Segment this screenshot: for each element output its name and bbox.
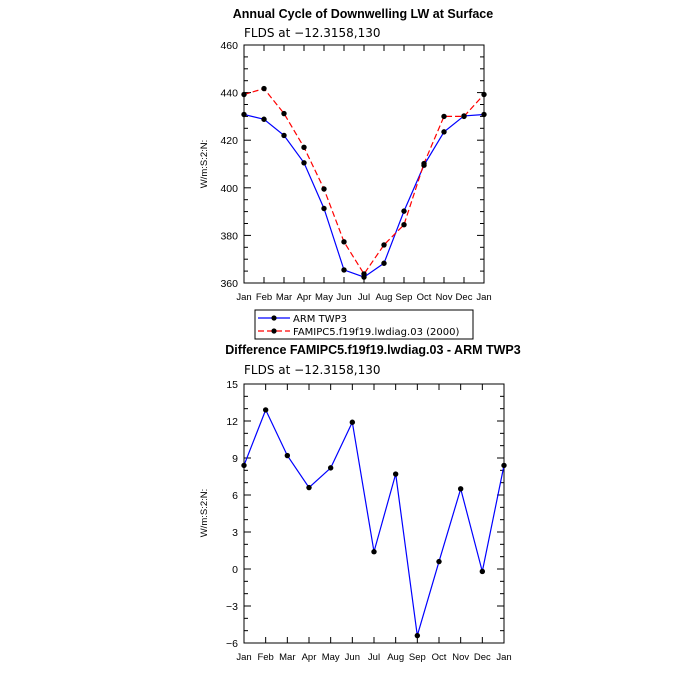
axes (220, 40, 491, 303)
data-point (381, 261, 386, 266)
y-tick-label: 420 (220, 135, 238, 148)
data-point (401, 222, 406, 227)
plot-frame (244, 384, 504, 643)
x-tick-label: Feb (255, 292, 273, 303)
x-tick-label: Apr (296, 292, 312, 303)
x-tick-label: Dec (473, 652, 491, 663)
y-tick-label: 6 (232, 490, 238, 502)
series-line (244, 115, 484, 278)
y-tick-label: 9 (232, 453, 238, 465)
data-point (285, 453, 290, 458)
data-point (501, 463, 506, 468)
data-point (321, 186, 326, 191)
x-tick-label: Aug (375, 292, 393, 303)
y-tick-label: −3 (226, 601, 238, 613)
y-tick-label: 12 (226, 416, 238, 428)
data-point (341, 239, 346, 244)
x-tick-label: Jul (367, 652, 381, 663)
data-point (281, 133, 286, 138)
data-point (441, 114, 446, 119)
y-axis-label: W/m:S:2:N: (199, 488, 210, 538)
data-point (241, 92, 246, 97)
data-point (371, 549, 376, 554)
data-point (393, 471, 398, 476)
x-tick-label: Mar (279, 652, 296, 663)
chart-subtitle: FLDS at −12.3158,130 (244, 26, 381, 40)
data-point (241, 112, 246, 117)
y-tick-label: 360 (220, 278, 238, 290)
x-tick-label: Jun (344, 652, 360, 663)
data-point (415, 633, 420, 638)
data-point (381, 242, 386, 247)
x-tick-label: Oct (416, 292, 432, 303)
chart-annual-cycle (199, 7, 493, 339)
y-tick-label: 380 (220, 230, 238, 243)
data-point (461, 114, 466, 119)
legend-label-arm: ARM TWP3 (293, 314, 347, 325)
series-line (244, 89, 484, 274)
data-point (241, 463, 246, 468)
y-tick-label: 440 (220, 87, 238, 100)
series-group (241, 86, 486, 280)
x-tick-label: Jul (357, 292, 371, 303)
data-point (261, 117, 266, 122)
x-tick-label: Jan (236, 652, 252, 663)
x-tick-label: Dec (455, 292, 473, 303)
x-tick-label: Sep (408, 652, 426, 663)
series-line (244, 410, 504, 636)
x-tick-label: Jan (476, 292, 492, 303)
data-point (458, 486, 463, 491)
x-tick-label: May (321, 652, 340, 663)
data-point (401, 208, 406, 213)
data-point (481, 112, 486, 117)
chart-title: Difference FAMIPC5.f19f19.lwdiag.03 - ARM TWP3 (225, 343, 521, 357)
legend-label-model: FAMIPC5.f19f19.lwdiag.03 (2000) (293, 327, 460, 338)
y-tick-label: 400 (220, 182, 238, 195)
plot-frame (244, 45, 484, 283)
y-tick-label: −6 (226, 638, 238, 650)
chart-subtitle: FLDS at −12.3158,130 (244, 363, 381, 377)
x-tick-label: Sep (395, 292, 413, 303)
data-point (361, 271, 366, 276)
y-tick-label: 0 (232, 564, 238, 576)
data-point (481, 92, 486, 97)
x-tick-label: Nov (452, 652, 470, 663)
data-point (480, 569, 485, 574)
x-tick-label: Jan (496, 652, 512, 663)
data-point (350, 420, 355, 425)
data-point (436, 559, 441, 564)
data-point (281, 111, 286, 116)
data-point (301, 160, 306, 165)
x-tick-label: Jun (336, 292, 352, 303)
series-group (241, 407, 506, 638)
x-tick-label: Aug (387, 652, 405, 663)
data-point (263, 407, 268, 412)
data-point (301, 145, 306, 150)
y-tick-label: 15 (226, 379, 238, 391)
x-tick-label: Nov (435, 292, 453, 303)
y-axis-label: W/m:S:2:N: (199, 139, 210, 189)
data-point (421, 161, 426, 166)
chart-difference (199, 343, 521, 663)
data-point (261, 86, 266, 91)
data-point (441, 129, 446, 134)
x-tick-label: Oct (431, 652, 447, 663)
legend-marker-arm (271, 315, 276, 320)
data-point (341, 267, 346, 272)
data-point (321, 206, 326, 211)
data-point (328, 465, 333, 470)
x-tick-label: May (315, 292, 333, 303)
data-point (306, 485, 311, 490)
chart-title: Annual Cycle of Downwelling LW at Surface (232, 7, 494, 21)
x-tick-label: Feb (257, 652, 274, 663)
legend-marker-model (271, 328, 276, 333)
y-tick-label: 460 (220, 40, 238, 52)
y-tick-label: 3 (232, 527, 238, 539)
x-tick-label: Jan (236, 292, 252, 303)
x-tick-label: Apr (301, 652, 317, 663)
x-tick-label: Mar (275, 292, 293, 303)
